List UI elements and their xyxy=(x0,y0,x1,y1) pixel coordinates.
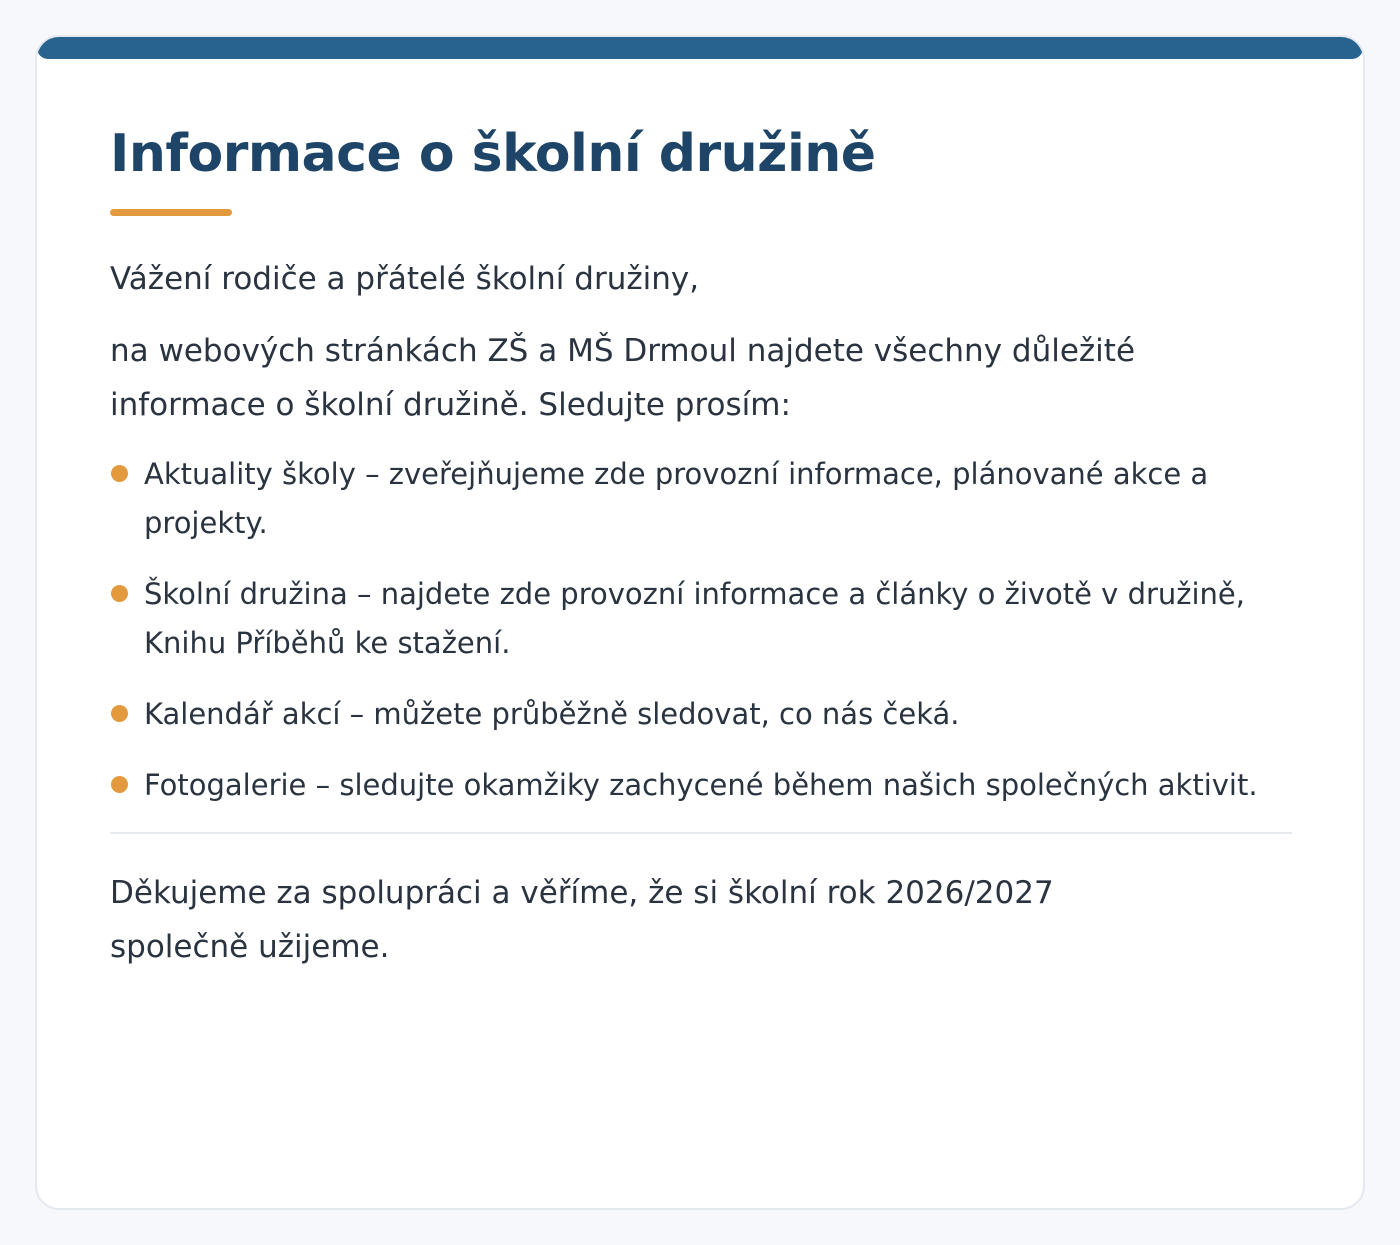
card-content xyxy=(110,119,1292,974)
list-item-text: Školní družina – najdete zde provozní informace a články o životě v družině, Knihu Příběhů ke stažení. xyxy=(144,577,1245,660)
content-divider xyxy=(110,832,1292,834)
bullet-dot-icon xyxy=(111,585,128,602)
bullet-dot-icon xyxy=(111,776,128,793)
list-item-photo-gallery xyxy=(110,761,1260,810)
info-card xyxy=(35,35,1365,1210)
list-item-news xyxy=(110,450,1260,548)
greeting-text: Vážení rodiče a přátelé školní družiny, xyxy=(110,261,700,297)
closing-text: Děkujeme za spolupráci a věříme, že si školní rok 2026/2027 společně užijeme. xyxy=(110,875,1054,965)
intro-text: na webových stránkách ZŠ a MŠ Drmoul najdete všechny důležité informace o školní družině. Sledujte prosím: xyxy=(110,333,1136,423)
list-item-text: Aktuality školy – zveřejňujeme zde provozní informace, plánované akce a projekty. xyxy=(144,457,1209,540)
card-accent-bar xyxy=(37,37,1363,59)
bullet-dot-icon xyxy=(111,705,128,722)
bullet-dot-icon xyxy=(111,465,128,482)
info-list xyxy=(110,450,1260,810)
page-title: Informace o školní družině xyxy=(110,124,876,184)
list-item-events-calendar xyxy=(110,690,1260,739)
list-item-text: Kalendář akcí – můžete průběžně sledovat, co nás čeká. xyxy=(144,697,960,731)
list-item-after-school-club xyxy=(110,570,1260,668)
title-underline xyxy=(110,209,232,216)
list-item-text: Fotogalerie – sledujte okamžiky zachycené během našich společných aktivit. xyxy=(144,768,1258,802)
